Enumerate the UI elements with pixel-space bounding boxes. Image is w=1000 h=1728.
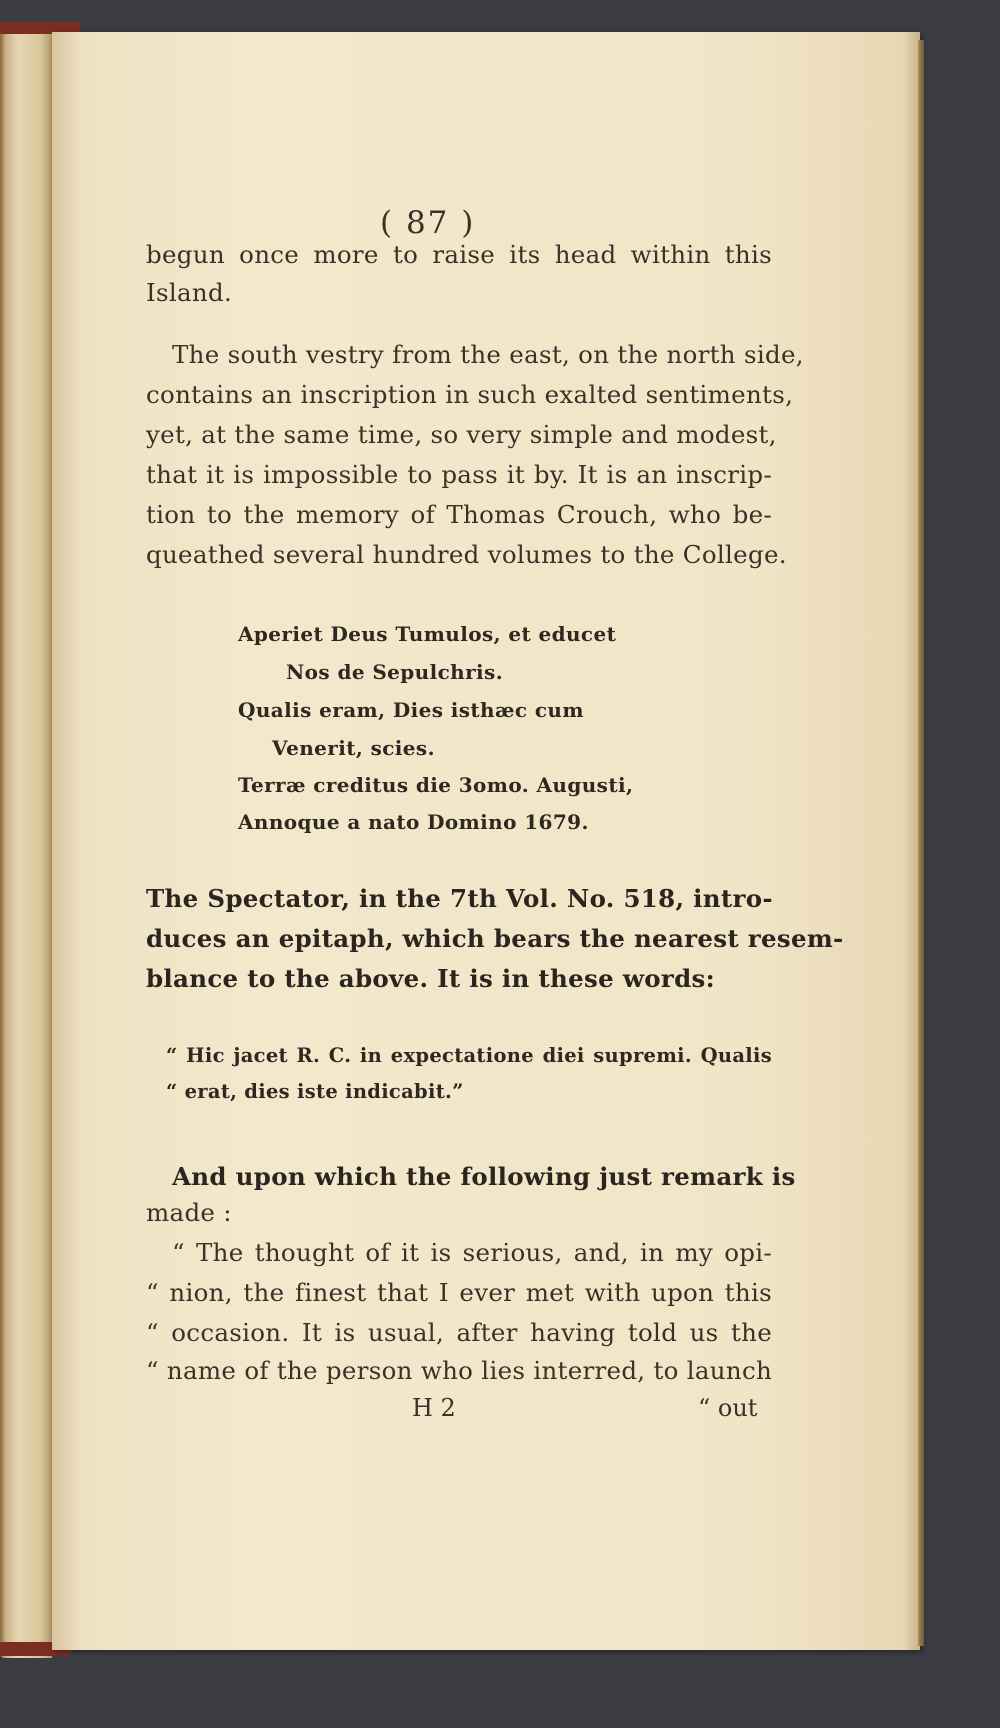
epitaph-line-4: Venerit, scies. (272, 736, 435, 760)
remark-line-2: made : (146, 1198, 232, 1227)
catchword: “ out (698, 1394, 758, 1422)
text-line-4: contains an inscription in such exalted sentiments, (146, 380, 794, 409)
epitaph-line-1: Aperiet Deus Tumulos, et educet (238, 622, 617, 646)
remark-line-5: “ occasion. It is usual, after having told us the (146, 1318, 772, 1347)
spectator-line-1: The Spectator, in the 7th Vol. No. 518, intro- (146, 884, 773, 913)
spectator-line-2: duces an epitaph, which bears the nearest resem- (146, 924, 844, 953)
page-fore-edge (918, 40, 924, 1646)
previous-page-edge (0, 28, 52, 1658)
epitaph-line-6: Annoque a nato Domino 1679. (238, 810, 589, 834)
text-line-2: Island. (146, 278, 233, 307)
remark-line-4: “ nion, the finest that I ever met with upon this (146, 1278, 772, 1307)
quote-line-1: “ Hic jacet R. C. in expectatione diei supremi. Qualis (166, 1044, 772, 1067)
book-page (52, 32, 920, 1650)
epitaph-line-2: Nos de Sepulchris. (286, 660, 504, 684)
epitaph-line-3: Qualis eram, Dies isthæc cum (238, 698, 584, 722)
remark-line-3: “ The thought of it is serious, and, in my opi- (172, 1238, 772, 1267)
text-line-3: The south vestry from the east, on the north side, (172, 340, 804, 369)
page-number: ( 87 ) (380, 205, 476, 241)
text-line-1: begun once more to raise its head within this (146, 240, 772, 269)
signature-mark: H 2 (412, 1394, 456, 1422)
remark-line-1: And upon which the following just remark is (172, 1162, 796, 1191)
text-line-8: queathed several hundred volumes to the College. (146, 540, 787, 569)
epitaph-line-5: Terræ creditus die 3omo. Augusti, (238, 773, 634, 797)
spectator-line-3: blance to the above. It is in these words: (146, 964, 715, 993)
text-line-5: yet, at the same time, so very simple and modest, (146, 420, 777, 449)
text-line-6: that it is impossible to pass it by. It is an inscrip- (146, 460, 772, 489)
remark-line-6: “ name of the person who lies interred, to launch (146, 1356, 773, 1385)
quote-line-2: “ erat, dies iste indicabit.” (166, 1080, 464, 1103)
text-line-7: tion to the memory of Thomas Crouch, who be- (146, 500, 772, 529)
